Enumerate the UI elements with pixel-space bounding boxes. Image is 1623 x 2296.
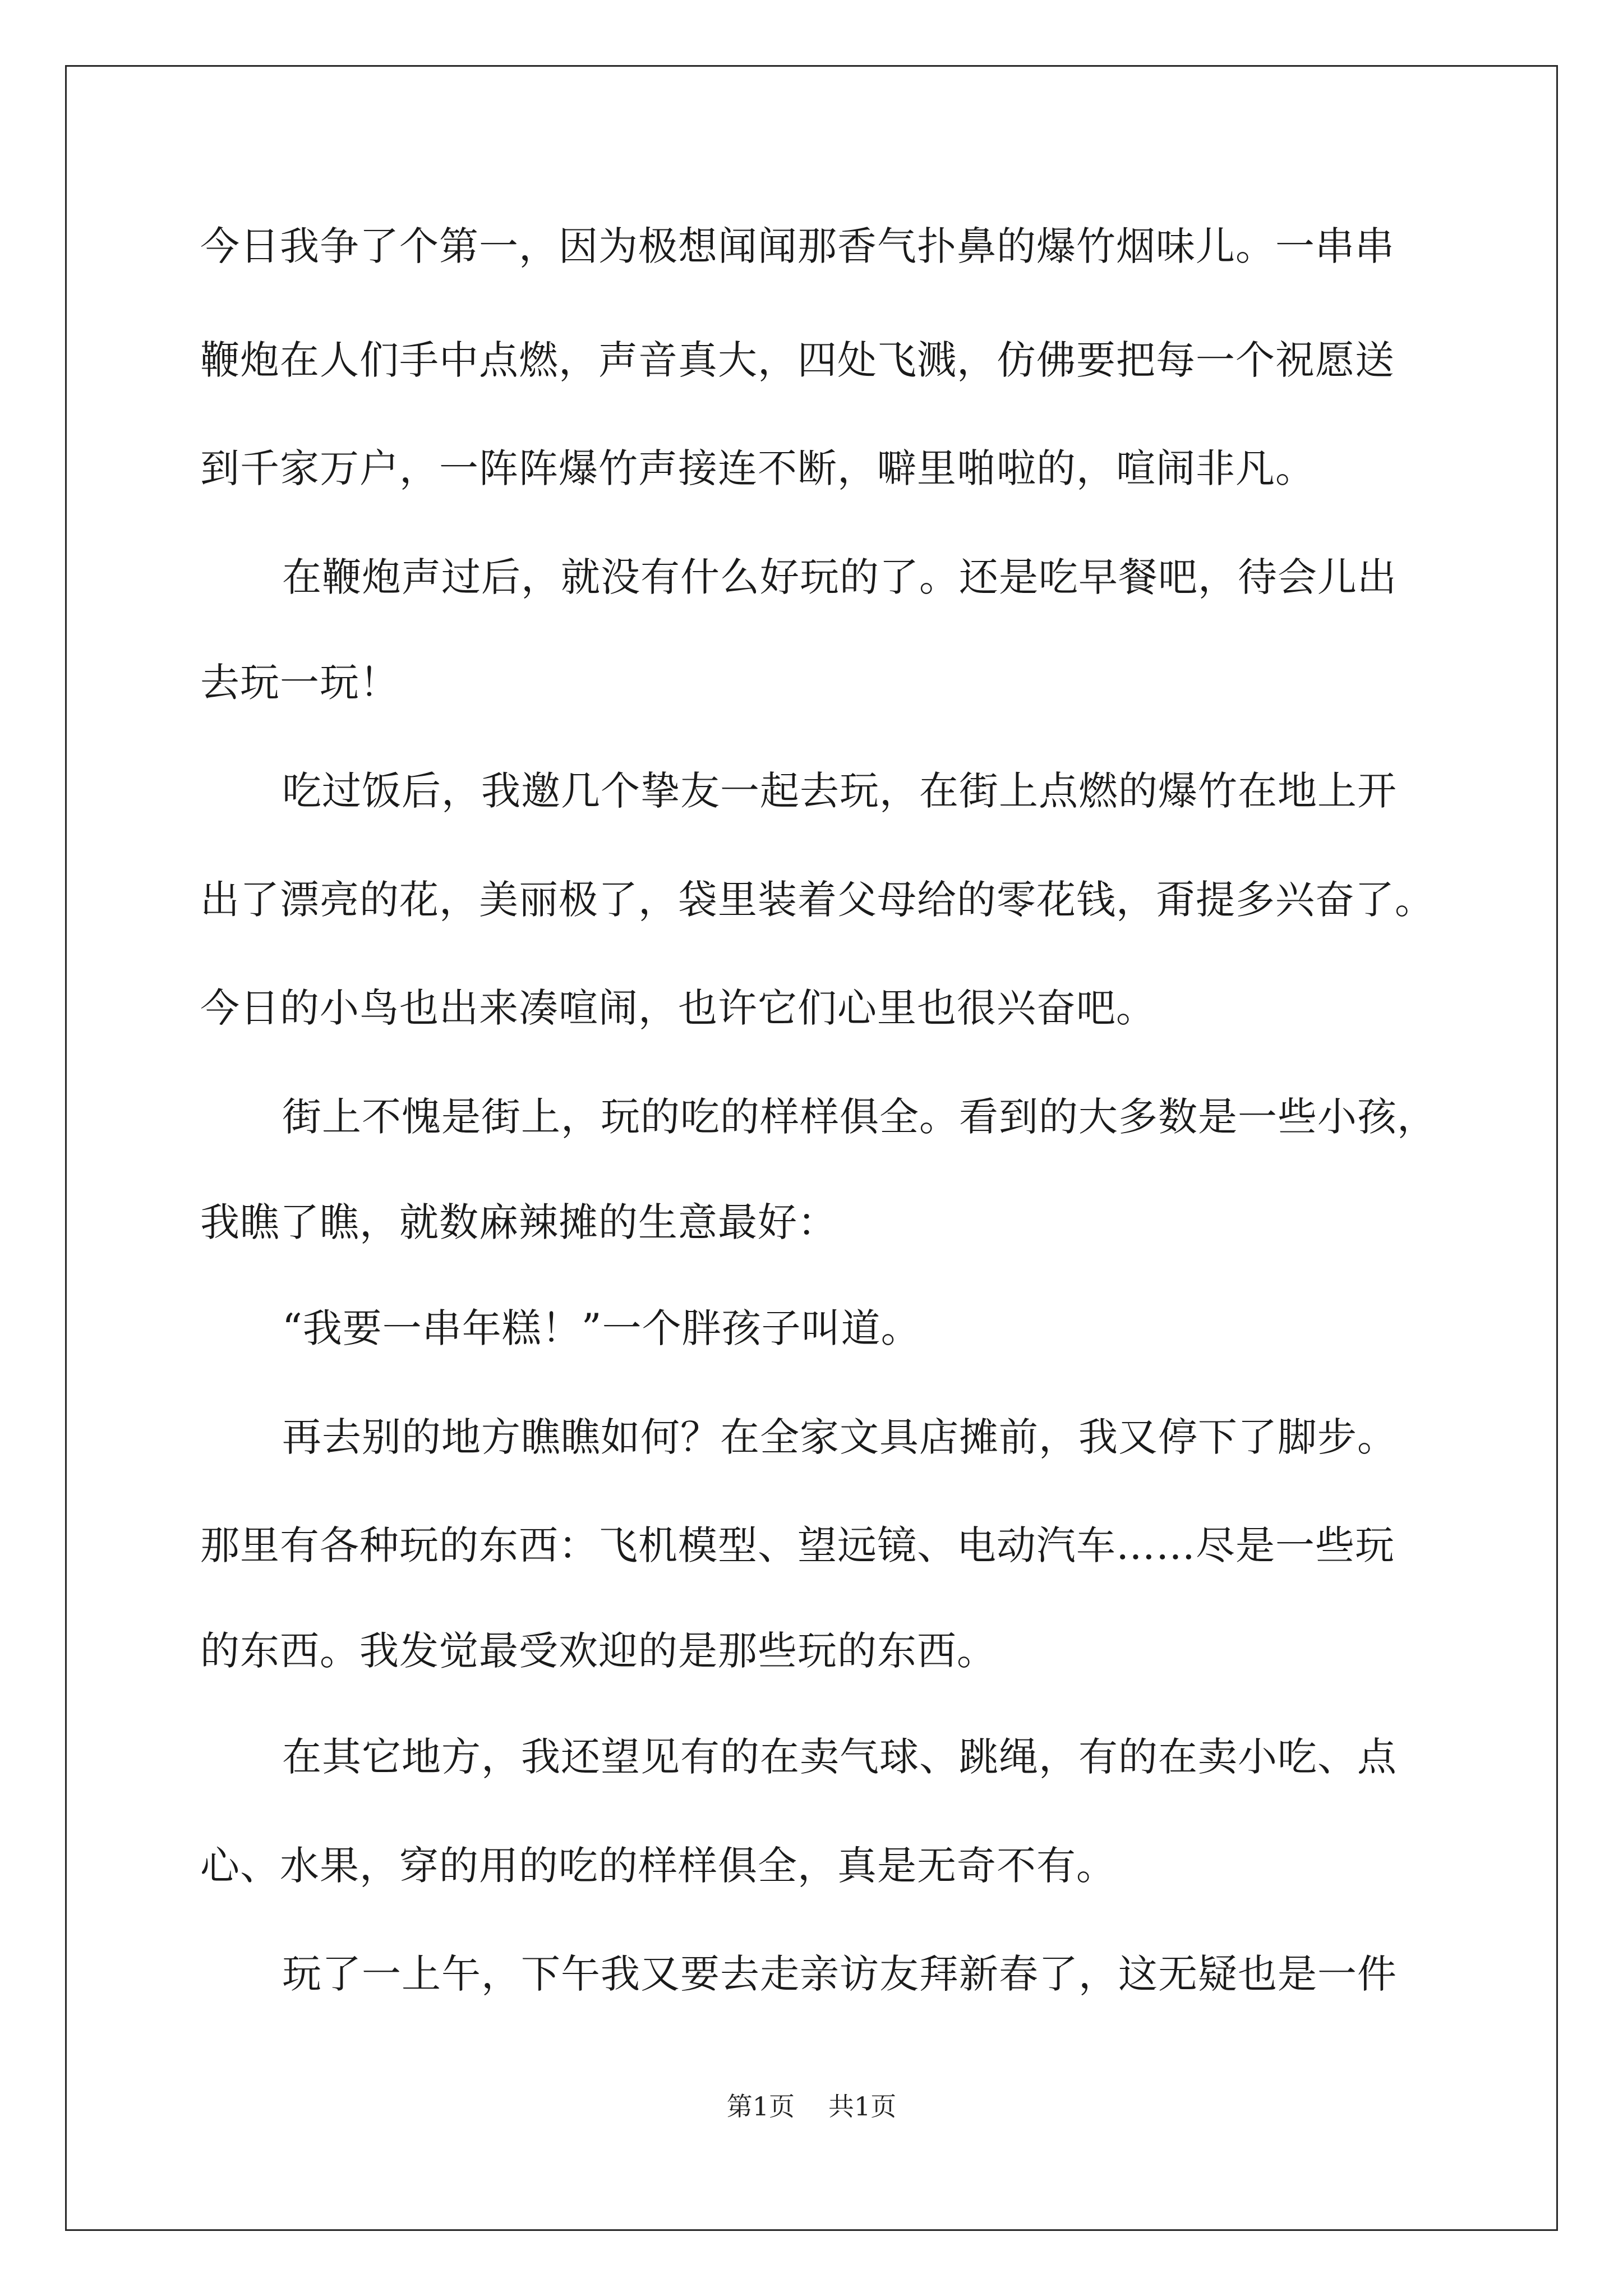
text-line: 再去别的地方瞧瞧如何？在全家文具店摊前，我又停下了脚步。 — [282, 1414, 1397, 1460]
text-line: 在鞭炮声过后，就没有什么好玩的了。还是吃早餐吧，待会儿出 — [282, 554, 1397, 600]
text-line: 玩了一上午，下午我又要去走亲访友拜新春了，这无疑也是一件 — [282, 1951, 1397, 1997]
text-line: 到千家万户，一阵阵爆竹声接连不断，噼里啪啦的，喧闹非凡。 — [200, 445, 1315, 491]
text-line: 今日的小鸟也出来凑喧闹，也许它们心里也很兴奋吧。 — [200, 985, 1156, 1031]
text-line: 吃过饭后，我邀几个挚友一起去玩，在街上点燃的爆竹在地上开 — [282, 768, 1397, 814]
text-line: 我瞧了瞧，就数麻辣摊的生意最好： — [200, 1199, 837, 1245]
text-line: “我要一串年糕！”一个胖孩子叫道。 — [282, 1305, 921, 1351]
text-line: 街上不愧是街上，玩的吃的样样俱全。看到的大多数是一些小孩， — [282, 1094, 1437, 1140]
text-line: 去玩一玩！ — [200, 660, 399, 706]
page-number-total: 共1页 — [828, 2091, 897, 2122]
text-line: 鞭炮在人们手中点燃，声音真大，四处飞溅，仿佛要把每一个祝愿送 — [200, 337, 1395, 383]
page-footer — [0, 2090, 1623, 2123]
text-line: 今日我争了个第一，因为极想闻闻那香气扑鼻的爆竹烟味儿。一串串 — [200, 223, 1395, 269]
page-border — [65, 65, 1558, 2231]
text-line: 在其它地方，我还望见有的在卖气球、跳绳，有的在卖小吃、点 — [282, 1734, 1397, 1780]
text-line: 出了漂亮的花，美丽极了，袋里装着父母给的零花钱，甭提多兴奋了。 — [200, 877, 1435, 923]
text-line: 的东西。我发觉最受欢迎的是那些玩的东西。 — [200, 1628, 997, 1674]
text-line: 心、水果，穿的用的吃的样样俱全，真是无奇不有。 — [200, 1843, 1116, 1889]
text-line: 那里有各种玩的东西：飞机模型、望远镜、电动汽车……尽是一些玩 — [200, 1522, 1395, 1568]
page-number-current: 第1页 — [726, 2091, 795, 2122]
